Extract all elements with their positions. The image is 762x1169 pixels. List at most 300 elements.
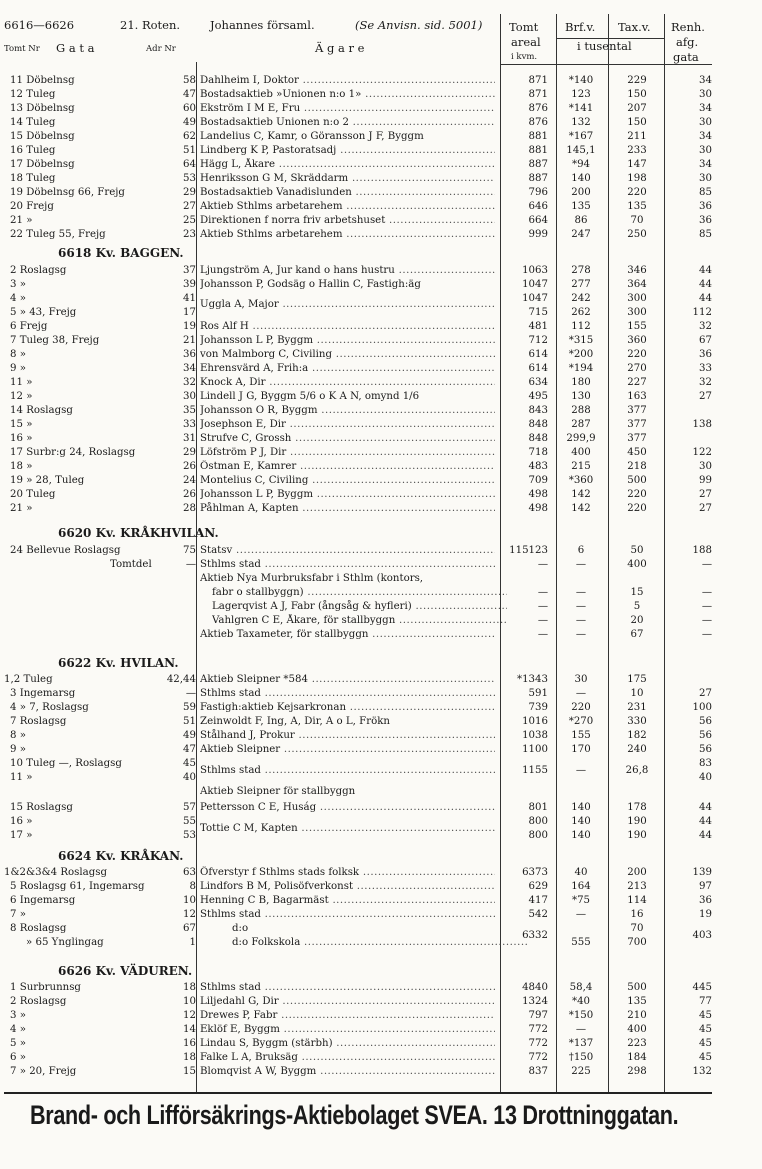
cell-tax: 220	[627, 503, 647, 514]
cell-gata: 2 Roslagsg	[10, 996, 67, 1007]
cell-tax: 198	[627, 173, 647, 184]
cell-renh: 45	[699, 1038, 712, 1049]
row	[0, 558, 762, 572]
cell-agare: Statsv .....	[200, 544, 495, 558]
row	[0, 1065, 762, 1079]
cell-brf: *270	[568, 716, 594, 727]
cell-renh: 30	[699, 173, 712, 184]
cell-brf: 277	[571, 279, 591, 290]
cell-renh: 36	[699, 895, 712, 906]
row	[0, 743, 762, 757]
row	[0, 894, 762, 908]
col-renh: Renh.	[671, 20, 705, 34]
cell-adr: 23	[183, 229, 196, 240]
row	[0, 715, 762, 729]
cell-agare: Lindau S, Byggm (stärbh) .....	[200, 1037, 495, 1051]
cell-tax: 300	[627, 307, 647, 318]
cell-areal: —	[537, 587, 548, 598]
cell-brf: 278	[571, 265, 591, 276]
cell-tax: 450	[627, 447, 647, 458]
cell-brf: 140	[571, 830, 591, 841]
cell-brf: —	[575, 909, 587, 920]
cell-brf: 555	[571, 937, 591, 948]
cell-tax: 163	[627, 391, 647, 402]
cell-renh: 56	[699, 744, 712, 755]
cell-areal: 1155	[522, 765, 548, 776]
cell-renh: 45	[699, 1010, 712, 1021]
row	[0, 376, 762, 390]
cell-renh: 45	[699, 1052, 712, 1063]
cell-tax: 300	[627, 293, 647, 304]
cell-adr: 26	[183, 461, 196, 472]
cell-areal: 481	[528, 321, 548, 332]
block-title-baggen: 6618 Kv. BAGGEN.	[58, 246, 184, 260]
cell-agare: Landelius C, Kamr, o Göransson J F, Byggm	[200, 131, 424, 142]
cell-renh: 139	[692, 867, 712, 878]
cell-tax: 220	[627, 489, 647, 500]
cell-gata: 12 »	[10, 391, 33, 402]
row	[0, 278, 762, 292]
cell-adr: 10	[183, 996, 196, 1007]
cell-adr: —	[185, 559, 196, 570]
row	[0, 586, 762, 600]
cell-agare: Henriksson G M, Skräddarm .....	[200, 172, 495, 186]
cell-adr: 29	[183, 187, 196, 198]
cell-agare: Aktieb Taxameter, för stallbyggn .....	[200, 628, 495, 642]
cell-tax: 178	[627, 802, 647, 813]
row	[0, 544, 762, 558]
cell-gata: 14 Tuleg	[10, 117, 56, 128]
cell-renh: 97	[699, 881, 712, 892]
cell-tax: 298	[627, 1066, 647, 1077]
cell-areal: 629	[528, 881, 548, 892]
cell-agare: d:o	[232, 923, 249, 934]
cell-renh: —	[701, 615, 712, 626]
cell-agare: Ekström I M E, Fru .....	[200, 102, 495, 116]
cell-gata: 14 Roslagsg	[10, 405, 73, 416]
cell-gata: 10 Tuleg —, Roslagsg	[10, 758, 122, 769]
cell-tax: 227	[627, 377, 647, 388]
row	[0, 404, 762, 418]
cell-renh: 44	[699, 816, 712, 827]
cell-gata: 20 Frejg	[10, 201, 54, 212]
cell-areal: 881	[528, 131, 548, 142]
cell-agare: Blomqvist A W, Byggm .....	[200, 1065, 495, 1079]
row	[0, 981, 762, 995]
cell-areal: —	[537, 615, 548, 626]
cell-agare: Ros Alf H .....	[200, 320, 495, 334]
row	[0, 815, 762, 834]
cell-areal: 1047	[522, 279, 548, 290]
row	[0, 144, 762, 158]
cell-agare: Bostadsaktieb Unionen n:o 2 .....	[200, 116, 495, 130]
row	[0, 866, 762, 880]
cell-adr: 10	[183, 895, 196, 906]
cell-tax: 240	[627, 744, 647, 755]
cell-areal: 881	[528, 145, 548, 156]
cell-gata: 18 Tuleg	[10, 173, 56, 184]
cell-tax: 220	[627, 187, 647, 198]
cell-adr: 28	[183, 503, 196, 514]
cell-gata: 11 Döbelnsg	[10, 75, 75, 86]
cell-areal: 614	[528, 349, 548, 360]
cell-tax: 233	[627, 145, 647, 156]
cell-agare: Knock A, Dir .....	[200, 376, 495, 390]
cell-adr: 42,44	[166, 674, 196, 685]
cell-brf: —	[575, 615, 587, 626]
cell-areal: 495	[528, 391, 548, 402]
cell-agare: Aktieb Sthlms arbetarehem .....	[200, 228, 495, 242]
col-gata: G a t a	[56, 41, 95, 55]
cell-agare: Johansson P, Godsäg o Hallin C, Fastigh:äg	[200, 279, 421, 290]
cell-agare: Liljedahl G, Dir .....	[200, 995, 495, 1009]
row	[0, 446, 762, 460]
cell-renh: —	[701, 587, 712, 598]
row	[0, 102, 762, 116]
cell-agare: Aktieb Nya Murbruksfabr i Sthlm (kontors,	[200, 573, 424, 584]
cell-brf: 112	[571, 321, 591, 332]
cell-tax: 220	[627, 349, 647, 360]
row	[0, 1037, 762, 1051]
cell-tax: 5	[633, 601, 641, 612]
cell-areal: 876	[528, 103, 548, 114]
cell-renh: 34	[699, 103, 712, 114]
col-tomt-nr: Tomt Nr	[4, 44, 40, 54]
cell-renh: 445	[692, 982, 712, 993]
cell-agare: Ljungström A, Jur kand o hans hustru .....	[200, 264, 495, 278]
row	[0, 334, 762, 348]
cell-gata: 1&2&3&4 Roslagsg	[4, 867, 108, 878]
rule-bottom	[4, 1092, 712, 1094]
cell-areal: 871	[528, 75, 548, 86]
cell-tax: 147	[627, 159, 647, 170]
cell-brf: 142	[571, 503, 591, 514]
cell-gata: 11 »	[10, 772, 33, 783]
cell-brf: 58,4	[569, 982, 593, 993]
cell-brf: —	[575, 1024, 587, 1035]
cell-adr: 53	[183, 830, 196, 841]
cell-adr: 25	[183, 215, 196, 226]
cell-tax: 500	[627, 982, 647, 993]
cell-renh: 85	[699, 229, 712, 240]
cell-tax: 155	[627, 321, 647, 332]
cell-areal: 797	[528, 1010, 548, 1021]
cell-gata: 5 » 43, Frejg	[10, 307, 77, 318]
cell-areal: 1038	[522, 730, 548, 741]
cell-brf: 180	[571, 377, 591, 388]
cell-adr: 57	[183, 802, 196, 813]
cell-brf: —	[575, 688, 587, 699]
cell-gata: 7 Tuleg 38, Frejg	[10, 335, 100, 346]
cell-brf: —	[575, 601, 587, 612]
cell-brf: *360	[568, 475, 594, 486]
row	[0, 829, 762, 843]
district: 21. Roten.	[120, 18, 181, 32]
cell-gata: 3 »	[10, 1010, 26, 1021]
cell-renh: 27	[699, 489, 712, 500]
cell-adr: 27	[183, 201, 196, 212]
row	[0, 172, 762, 186]
cell-areal: *1343	[516, 674, 548, 685]
parish: Johannes församl.	[210, 18, 315, 32]
cell-agare: Östman E, Kamrer .....	[200, 460, 495, 474]
cell-gata: 8 Roslagsg	[10, 923, 67, 934]
cell-adr: 15	[183, 1066, 196, 1077]
cell-brf: *150	[568, 1010, 594, 1021]
cell-renh: 30	[699, 461, 712, 472]
row	[0, 432, 762, 446]
cell-gata: 8 »	[10, 730, 26, 741]
cell-renh: 188	[692, 545, 712, 556]
cell-tax: 364	[627, 279, 647, 290]
cell-agare: Lagerqvist A J, Fabr (ångsåg & hyfleri) .....	[212, 600, 507, 614]
cell-areal: 6373	[522, 867, 548, 878]
cell-gata: Tomtdel	[110, 559, 152, 570]
cell-areal: 1100	[522, 744, 548, 755]
col-tomt: Tomt	[509, 20, 539, 34]
block-title-hvilan: 6622 Kv. HVILAN.	[58, 656, 179, 670]
cell-agare: Stålhand J, Prokur .....	[200, 729, 495, 743]
cell-brf: *141	[568, 103, 594, 114]
cell-brf: 140	[571, 173, 591, 184]
row	[0, 292, 762, 310]
cell-brf: —	[575, 559, 587, 570]
cell-renh: 40	[699, 772, 712, 783]
row	[0, 418, 762, 432]
cell-agare: Johansson O R, Byggm .....	[200, 404, 495, 418]
cell-tax: 377	[627, 405, 647, 416]
row	[0, 186, 762, 200]
cell-brf: 215	[571, 461, 591, 472]
cell-areal: 887	[528, 173, 548, 184]
cell-agare: fabr o stallbyggn) .....	[212, 586, 507, 600]
cell-gata: 4 »	[10, 1024, 26, 1035]
cell-tax: 210	[627, 1010, 647, 1021]
col-kvm: i kvm.	[511, 52, 538, 62]
cell-renh: 30	[699, 117, 712, 128]
cell-adr: 18	[183, 982, 196, 993]
row	[0, 930, 762, 950]
cell-tax: 150	[627, 117, 647, 128]
cell-renh: 27	[699, 688, 712, 699]
row	[0, 572, 762, 586]
cell-gata: » 65 Ynglingag	[26, 937, 104, 948]
cell-renh: 36	[699, 201, 712, 212]
cell-adr: 51	[183, 145, 196, 156]
cell-agare: Fastigh:aktieb Kejsarkronan .....	[200, 701, 495, 715]
cell-brf: *75	[571, 895, 591, 906]
cell-tax: 377	[627, 433, 647, 444]
cell-tax: 16	[630, 909, 644, 920]
cell-agare: Påhlman A, Kapten .....	[200, 502, 495, 516]
cell-areal: 542	[528, 909, 548, 920]
row	[0, 995, 762, 1009]
cell-brf: 262	[571, 307, 591, 318]
cell-brf: —	[575, 587, 587, 598]
cell-areal: 646	[528, 201, 548, 212]
cell-adr: 58	[183, 75, 196, 86]
cell-tax: 114	[627, 895, 647, 906]
page-range: 6616—6626	[4, 18, 75, 32]
cell-adr: 60	[183, 103, 196, 114]
cell-renh: 85	[699, 187, 712, 198]
cell-adr: 26	[183, 489, 196, 500]
cell-agare: Aktieb Sthlms arbetarehem .....	[200, 200, 495, 214]
row	[0, 264, 762, 278]
cell-tax: 360	[627, 335, 647, 346]
cell-brf: *137	[568, 1038, 594, 1049]
cell-tax: 200	[627, 867, 647, 878]
cell-adr: 47	[183, 744, 196, 755]
row	[0, 228, 762, 242]
cell-gata: 6 »	[10, 1052, 26, 1063]
cell-agare: Johansson L P, Byggm .....	[200, 334, 495, 348]
cell-adr: 32	[183, 377, 196, 388]
cell-tax: 15	[630, 587, 644, 598]
cell-adr: —	[185, 688, 196, 699]
cell-tax: 135	[627, 996, 647, 1007]
cell-renh: 32	[699, 377, 712, 388]
cell-adr: 14	[183, 1024, 196, 1035]
cell-areal: 772	[528, 1024, 548, 1035]
cell-agare: Vahlgren C E, Åkare, för stallbyggn .....	[212, 614, 507, 628]
cell-brf: 132	[571, 117, 591, 128]
cell-agare: Lindfors B M, Polisöfverkonst .....	[200, 880, 495, 894]
cell-adr: 30	[183, 391, 196, 402]
cell-adr: 39	[183, 279, 196, 290]
cell-areal: —	[537, 559, 548, 570]
cell-agare: Öfverstyr f Sthlms stads folksk .....	[200, 866, 495, 880]
cell-gata: 13 Döbelnsg	[10, 103, 75, 114]
cell-gata: 16 Tuleg	[10, 145, 56, 156]
cell-brf: 225	[571, 1066, 591, 1077]
cell-renh: —	[701, 559, 712, 570]
row	[0, 628, 762, 642]
cell-brf: 86	[574, 215, 588, 226]
cell-tax: 26,8	[625, 765, 649, 776]
cell-areal: 591	[528, 688, 548, 699]
cell-agare: Eklöf E, Byggm .....	[200, 1023, 495, 1037]
cell-adr: 8	[189, 881, 196, 892]
cell-adr: 51	[183, 716, 196, 727]
cell-agare: Sthlms stad .....	[200, 981, 495, 995]
cell-tax: 50	[630, 545, 644, 556]
cell-gata: 15 »	[10, 419, 33, 430]
rule-header-bottom	[500, 64, 712, 65]
cell-gata: 24 Bellevue Roslagsg	[10, 545, 121, 556]
cell-areal: 843	[528, 405, 548, 416]
cell-areal: 837	[528, 1066, 548, 1077]
cell-gata: 21 »	[10, 503, 33, 514]
cell-renh: 44	[699, 802, 712, 813]
cell-brf: 6	[577, 545, 585, 556]
cell-renh: 32	[699, 321, 712, 332]
cell-tax: 20	[630, 615, 644, 626]
cell-gata: 7 »	[10, 909, 26, 920]
cell-tax: 184	[627, 1052, 647, 1063]
cell-brf: 145,1	[566, 145, 596, 156]
cell-renh: 44	[699, 279, 712, 290]
cell-gata: 18 »	[10, 461, 33, 472]
cell-agare: Direktionen f norra friv arbetshuset .....	[200, 214, 495, 228]
row	[0, 306, 762, 320]
cell-tax: 70	[630, 923, 644, 934]
cell-tax: 190	[627, 816, 647, 827]
row	[0, 880, 762, 894]
cell-brf: 142	[571, 489, 591, 500]
row	[0, 771, 762, 785]
cell-areal: 709	[528, 475, 548, 486]
cell-tax: 213	[627, 881, 647, 892]
cell-gata: 3 »	[10, 279, 26, 290]
cell-adr: 19	[183, 321, 196, 332]
cell-areal: 614	[528, 363, 548, 374]
cell-gata: 2 Roslagsg	[10, 265, 67, 276]
cell-brf: 135	[571, 201, 591, 212]
row	[0, 474, 762, 488]
cell-brf: *194	[568, 363, 594, 374]
cell-adr: 64	[183, 159, 196, 170]
cell-areal: 1324	[522, 996, 548, 1007]
reference: (Se Anvisn. sid. 5001)	[355, 18, 483, 32]
cell-areal: —	[537, 601, 548, 612]
cell-tax: 346	[627, 265, 647, 276]
cell-tax: 250	[627, 229, 647, 240]
cell-tax: 223	[627, 1038, 647, 1049]
row	[0, 116, 762, 130]
cell-gata: 15 Roslagsg	[10, 802, 73, 813]
cell-adr: 40	[183, 772, 196, 783]
cell-renh: 30	[699, 145, 712, 156]
cell-gata: 1 Surbrunnsg	[10, 982, 81, 993]
cell-renh: 36	[699, 349, 712, 360]
cell-agare: Sthlms stad .....	[200, 558, 495, 572]
cell-areal: 715	[528, 307, 548, 318]
cell-brf: 140	[571, 802, 591, 813]
cell-gata: 22 Tuleg 55, Frejg	[10, 229, 106, 240]
cell-tax: 190	[627, 830, 647, 841]
row	[0, 390, 762, 404]
cell-adr: 31	[183, 433, 196, 444]
cell-areal: 772	[528, 1038, 548, 1049]
cell-agare: Hägg L, Åkare .....	[200, 158, 495, 172]
cell-agare: Aktieb Sleipner .....	[200, 743, 495, 757]
cell-adr: 12	[183, 909, 196, 920]
cell-areal: 4840	[522, 982, 548, 993]
cell-tax: 270	[627, 363, 647, 374]
row	[0, 1051, 762, 1065]
cell-tax: 182	[627, 730, 647, 741]
cell-adr: 47	[183, 89, 196, 100]
cell-adr: 18	[183, 1052, 196, 1063]
row	[0, 687, 762, 701]
cell-gata: 17 Döbelnsg	[10, 159, 75, 170]
row	[0, 757, 762, 776]
row	[0, 502, 762, 516]
cell-tax: 175	[627, 674, 647, 685]
cell-renh: —	[701, 601, 712, 612]
cell-brf: —	[575, 765, 587, 776]
cell-areal: —	[537, 629, 548, 640]
cell-brf: *167	[568, 131, 594, 142]
row	[0, 158, 762, 172]
col-tax: Tax.v.	[618, 20, 651, 34]
cell-renh: 27	[699, 503, 712, 514]
cell-tax: 229	[627, 75, 647, 86]
cell-areal: 848	[528, 419, 548, 430]
row	[0, 1009, 762, 1023]
cell-areal: 796	[528, 187, 548, 198]
